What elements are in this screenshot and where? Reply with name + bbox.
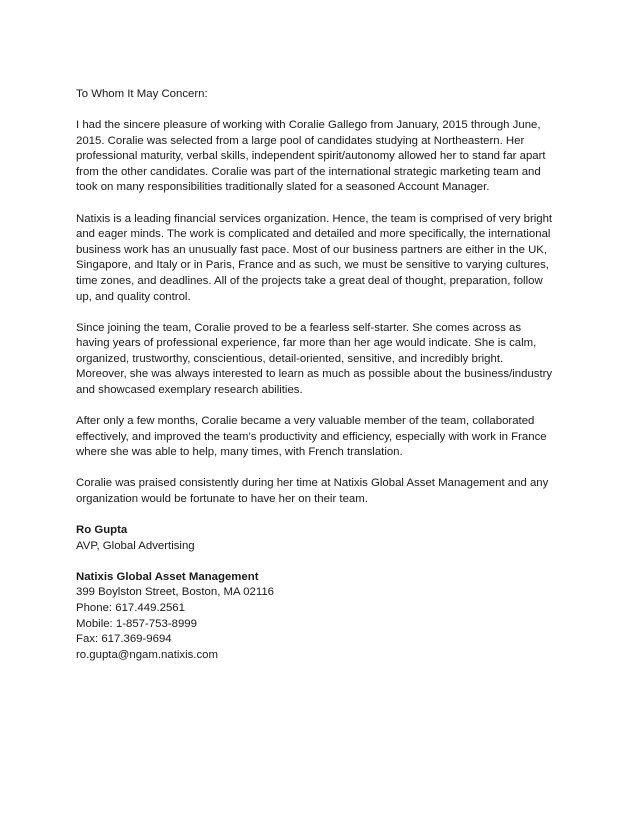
signer-name: Ro Gupta — [76, 524, 128, 537]
signer-title: AVP, Global Advertising — [76, 539, 195, 552]
company-phone: Phone: 617.449.2561 — [76, 601, 185, 614]
paragraph-qualities: Since joining the team, Coralie proved to be a fearless self-starter. She comes across as having years of professional experience, far more than her age would indicate. She is calm, organized, trustworthy, conscientious, detail-oriented, sensitive, and incredibly bright. Moreover, she was always interested to learn as much as possible about the business/industry and showcased exemplary research abilities. — [76, 321, 553, 396]
company-email: ro.gupta@ngam.natixis.com — [76, 648, 218, 661]
paragraph-closing: Coralie was praised consistently during her time at Natixis Global Asset Management and any organization would be fortunate to have her on their team. — [76, 477, 549, 505]
company-name: Natixis Global Asset Management — [76, 570, 259, 583]
signature-block — [76, 523, 566, 554]
letter-page — [76, 87, 566, 679]
company-mobile: Mobile: 1-857-753-8999 — [76, 617, 197, 630]
salutation: To Whom It May Concern: — [76, 88, 208, 100]
paragraph-company: Natixis is a leading financial services organization. Hence, the team is comprised of very bright and eager minds. The work is complicated and detailed and more specifically, the international business work has an unusually fast pace. Most of our business partners are either in the UK, Singapore, and Italy or in Paris, France and as such, we must be sensitive to varying cultures, time zones, and deadlines. All of the projects take a great deal of thought, preparation, follow up, and quality control. — [76, 212, 553, 303]
company-contact-block — [76, 570, 566, 664]
paragraph-contributions: After only a few months, Coralie became a very valuable member of the team, collaborated effectively, and improved the team’s productivity and efficiency, especially with work in France where she was able to help, many times, with French translation. — [76, 415, 547, 459]
paragraph-intro: I had the sincere pleasure of working with Coralie Gallego from January, 2015 through June, 2015. Coralie was selected from a large pool of candidates studying at Northeastern. Her professional maturity, verbal skills, independent spirit/autonomy allowed her to stand far apart from the other candidates. Coralie was part of the international strategic marketing team and took on many responsibilities traditionally slated for a seasoned Account Manager. — [76, 119, 546, 194]
company-fax: Fax: 617.369-9694 — [76, 633, 172, 646]
company-address: 399 Boylston Street, Boston, MA 02116 — [76, 586, 274, 599]
